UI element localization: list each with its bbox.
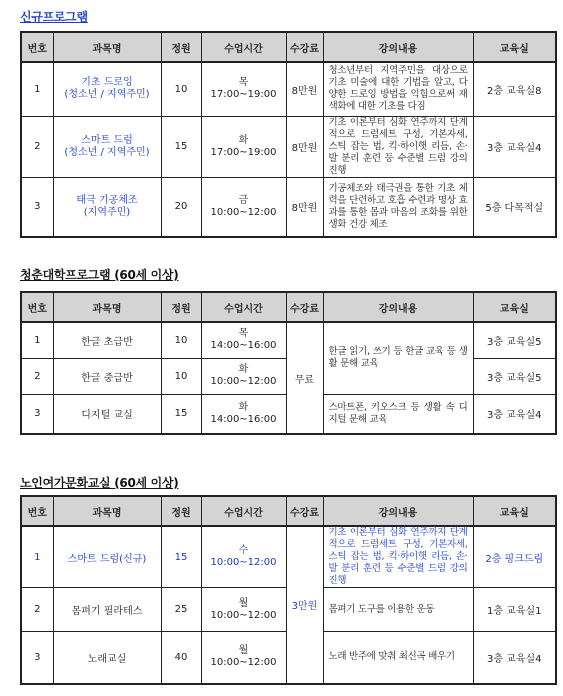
- class-hours: 14:00~16:00: [210, 340, 277, 352]
- section-title-senior-leisure: 노인여가문화교실 (60세 이상): [20, 476, 179, 490]
- class-day: 화: [238, 134, 249, 146]
- row-number: 2: [21, 358, 53, 394]
- header-time: 수업시간: [201, 496, 286, 526]
- course-name: 노래교실: [53, 632, 161, 684]
- fee: 8만원: [286, 62, 323, 116]
- fee: 무료: [286, 322, 323, 434]
- course-title: 태극 기공체조: [76, 194, 138, 206]
- room: 3층 교육실4: [473, 394, 556, 434]
- header-room: 교육실: [473, 292, 556, 322]
- table-row: [21, 62, 556, 116]
- room: 2층 핑크드림: [473, 526, 556, 588]
- class-hours: 10:00~12:00: [210, 557, 277, 568]
- youth-college-table: [20, 291, 557, 435]
- row-number: 3: [21, 632, 53, 684]
- header-description: 강의내용: [323, 292, 473, 322]
- header-no: 번호: [21, 32, 53, 62]
- class-hours: 10:00~12:00: [210, 657, 277, 669]
- class-day: 월: [238, 597, 249, 609]
- row-number: 3: [21, 177, 53, 237]
- class-hours: 17:00~19:00: [210, 89, 277, 101]
- course-name: 디지털 교실: [53, 394, 161, 434]
- class-time: [201, 588, 286, 632]
- header-fee: 수강료: [286, 496, 323, 526]
- row-number: 2: [21, 588, 53, 632]
- class-time: [201, 62, 286, 116]
- header-time: 수업시간: [201, 32, 286, 62]
- header-no: 번호: [21, 292, 53, 322]
- header-room: 교육실: [473, 496, 556, 526]
- course-title: 기초 드로잉: [81, 77, 133, 89]
- fee: 8만원: [286, 177, 323, 237]
- capacity: 10: [161, 322, 201, 358]
- description: 몸펴기 도구를 이용한 운동: [323, 588, 473, 632]
- section-title-youth-college: 청춘대학프로그램 (60세 이상): [20, 268, 179, 282]
- course-target: (지역주민): [83, 206, 131, 218]
- table-row: [21, 322, 556, 358]
- course-name: [53, 116, 161, 177]
- header-capacity: 정원: [161, 32, 201, 62]
- header-description: 강의내용: [323, 496, 473, 526]
- course-name: 몸펴기 필라테스: [53, 588, 161, 632]
- header-capacity: 정원: [161, 292, 201, 322]
- class-time: [201, 322, 286, 358]
- class-day: 목: [238, 328, 249, 340]
- class-time: [201, 116, 286, 177]
- class-time: [201, 177, 286, 237]
- capacity: 20: [161, 177, 201, 237]
- fee: 8만원: [286, 116, 323, 177]
- header-fee: 수강료: [286, 292, 323, 322]
- class-hours: 17:00~19:00: [210, 146, 277, 158]
- course-name: 한글 초급반: [53, 322, 161, 358]
- table-header-row: [21, 32, 556, 62]
- class-time: [201, 358, 286, 394]
- room: 3층 교육실4: [473, 632, 556, 684]
- class-day: 목: [238, 77, 249, 89]
- table-header-row: [21, 496, 556, 526]
- course-title: 스마트 드럼: [81, 134, 133, 146]
- room: 3층 교육실5: [473, 358, 556, 394]
- capacity: 40: [161, 632, 201, 684]
- room: 1층 교육실1: [473, 588, 556, 632]
- row-number: 1: [21, 62, 53, 116]
- row-number: 2: [21, 116, 53, 177]
- class-day: 금: [238, 194, 249, 206]
- capacity: 10: [161, 62, 201, 116]
- class-day: 월: [238, 645, 249, 657]
- table-header-row: [21, 292, 556, 322]
- description: 기공체조와 태극권을 통한 기초 체력을 단련하고 호흡 수련과 명상 효과를 통한 몸과 마음의 조화를 위한 생화 건강 체조: [323, 177, 473, 237]
- description: 청소년부터 지역주민을 대상으로 기초 미술에 대한 기법을 알고, 다양한 드로잉 방법을 익힘으로써 재색화에 대한 기초를 다짐: [323, 62, 473, 116]
- table-row: [21, 526, 556, 588]
- header-description: 강의내용: [323, 32, 473, 62]
- description: 기초 이론부터 심화 연주까지 단계적으로 드럼세트 구성, 기본자세, 스틱 잡는 법, 킥·하이햇 리듬, 손·발 분리 훈련 등 수준별 드럼 강의 진행: [323, 116, 473, 177]
- capacity: 25: [161, 588, 201, 632]
- header-fee: 수강료: [286, 32, 323, 62]
- room: 5층 다목적실: [473, 177, 556, 237]
- header-no: 번호: [21, 496, 53, 526]
- description: 스마트폰, 키오스크 등 생활 속 디지털 문해 교육: [323, 394, 473, 434]
- header-room: 교육실: [473, 32, 556, 62]
- table-row: [21, 116, 556, 177]
- class-day: 화: [238, 401, 249, 413]
- fee: 3만원: [286, 526, 323, 684]
- header-course: 과목명: [53, 32, 161, 62]
- class-time: [201, 394, 286, 434]
- class-day: 화: [238, 364, 249, 375]
- header-course: 과목명: [53, 496, 161, 526]
- room: 3층 교육실5: [473, 322, 556, 358]
- course-name: [53, 62, 161, 116]
- description: 기초 이론부터 심화 연주까지 단계적으로 드럼세트 구성, 기본자세, 스틱 잡는 법, 킥·하이햇 리듬, 손·발 분리 훈련 등 수준별 드럼 강의 진행: [323, 526, 473, 588]
- class-hours: 10:00~12:00: [210, 376, 277, 387]
- capacity: 10: [161, 358, 201, 394]
- course-name: 한글 중급반: [53, 358, 161, 394]
- row-number: 1: [21, 526, 53, 588]
- class-hours: 14:00~16:00: [210, 413, 277, 425]
- room: 3층 교육실4: [473, 116, 556, 177]
- row-number: 3: [21, 394, 53, 434]
- new-programs-table: [20, 31, 557, 238]
- course-target: (청소년 / 지역주민): [64, 89, 150, 101]
- row-number: 1: [21, 322, 53, 358]
- course-target: (청소년 / 지역주민): [64, 146, 150, 158]
- course-name: 스마트 드럼(신규): [53, 526, 161, 588]
- class-hours: 10:00~12:00: [210, 206, 277, 218]
- table-row: [21, 177, 556, 237]
- senior-leisure-table: [20, 495, 557, 685]
- class-time: [201, 632, 286, 684]
- course-name: [53, 177, 161, 237]
- capacity: 15: [161, 526, 201, 588]
- header-course: 과목명: [53, 292, 161, 322]
- description: 노래 반주에 맞춰 최신곡 배우기: [323, 632, 473, 684]
- capacity: 15: [161, 116, 201, 177]
- header-capacity: 정원: [161, 496, 201, 526]
- section-title-new-programs: 신규프로그램: [20, 10, 88, 24]
- class-day: 수: [238, 545, 249, 556]
- header-time: 수업시간: [201, 292, 286, 322]
- class-time: [201, 526, 286, 588]
- capacity: 15: [161, 394, 201, 434]
- description: 한글 읽기, 쓰기 등 한글 교육 등 생활 문해 교육: [323, 322, 473, 394]
- class-hours: 10:00~12:00: [210, 609, 277, 621]
- room: 2층 교육실8: [473, 62, 556, 116]
